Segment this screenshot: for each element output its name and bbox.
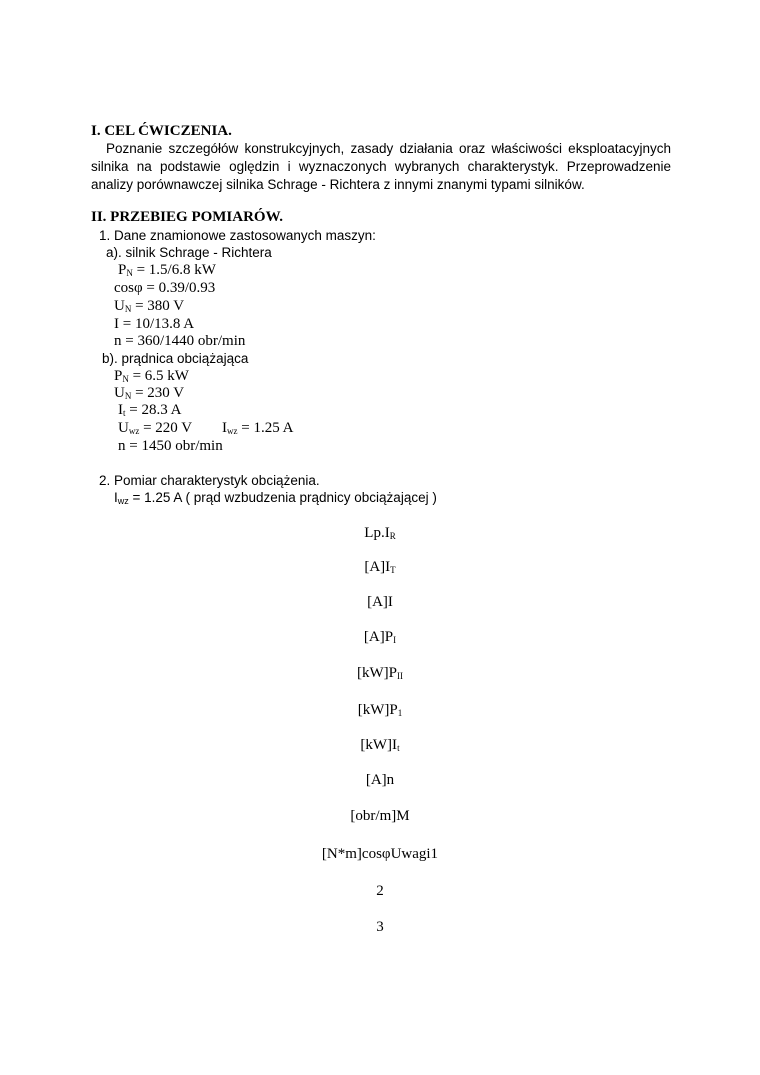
section-1-paragraph-text: Poznanie szczegółów konstrukcyjnych, zasady działania oraz właściwości eksploatacyjnych silnika na podstawie oględzin i wyznaczonych wybranych charakterystyk. Przeprowadzenie analizy porównawczej silnika Schrage - Richtera z innymi znanymi typami silników. (91, 141, 671, 192)
table-line: $Lp.I_R$ (364, 525, 396, 541)
section-1-paragraph (91, 140, 671, 194)
generator-excitation-voltage: $U_{wz} = 220$ V (118, 420, 193, 436)
table-line: [N*m]cosφUwagi1 (321, 846, 439, 862)
motor-rated-power: $P_N = 1.5/6.8$ kW (118, 262, 216, 278)
generator-rated-voltage: $U_N = 230$ V (114, 385, 185, 401)
table-line: $[A]I_T$ (364, 559, 396, 575)
excitation-current-line: $I_{wz} = 1.25$ A ( prąd wzbudzenia prądnicy obciążającej ) (114, 490, 437, 506)
generator-rated-power: $P_N = 6.5$ kW (114, 368, 189, 384)
table-line: $[A]P_I$ (363, 629, 397, 645)
table-line: $[kW]P_1$ (357, 702, 403, 718)
table-line: 2 (376, 883, 384, 899)
section-1-heading: I. CEL ĆWICZENIA. (91, 123, 232, 139)
generator-current: $I_t = 28.3$ A (118, 402, 182, 418)
table-line: [A]n (365, 772, 395, 788)
table-line: [A]I (367, 594, 393, 610)
section-2-heading: II. PRZEBIEG POMIARÓW. (91, 209, 283, 225)
motor-rated-voltage: $U_N = 380$ V (114, 298, 185, 314)
table-line: [obr/m]M (350, 808, 410, 824)
generator-label: b). prądnica obciążająca (102, 351, 249, 366)
table-line: $[kW]I_t$ (360, 737, 400, 753)
table-line: 3 (376, 919, 384, 935)
motor-current: I = 10/13.8 A (114, 316, 195, 332)
motor-speed: n = 360/1440 obr/min (114, 333, 246, 349)
item-1-label: 1. Dane znamionowe zastosowanych maszyn: (99, 228, 376, 243)
generator-speed: n = 1450 obr/min (118, 438, 223, 454)
motor-label: a). silnik Schrage - Richtera (106, 245, 272, 260)
item-2-label: 2. Pomiar charakterystyk obciążenia. (99, 473, 320, 488)
motor-power-factor: cosφ = 0.39/0.93 (114, 280, 216, 296)
table-line: $[kW]P_{II}$ (357, 665, 403, 681)
generator-excitation-current: $I_{wz} = 1.25$ A (222, 420, 294, 436)
